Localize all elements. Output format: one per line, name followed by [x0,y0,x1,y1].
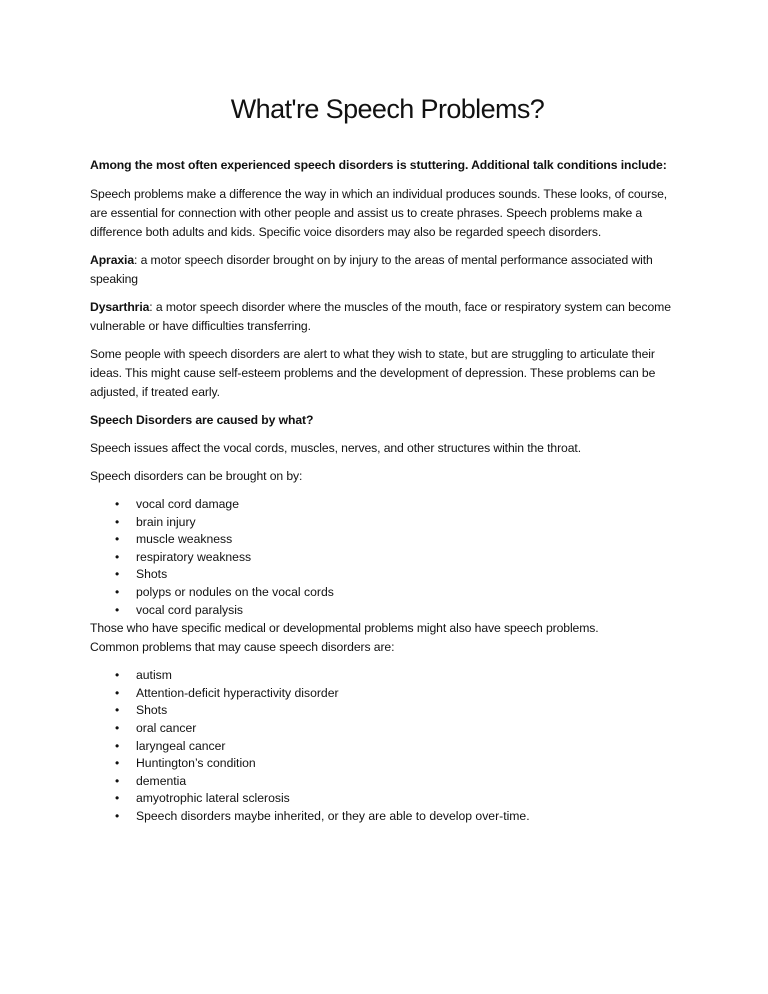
common-problems-list [90,667,685,825]
list-item: • respiratory weakness [90,549,685,567]
common-lead-paragraph: Common problems that may cause speech disorders are: [90,640,395,655]
apraxia-term: Apraxia [90,253,135,267]
list-item: • polyps or nodules on the vocal cords [90,584,685,602]
dysarthria-paragraph [90,298,685,336]
list-item: • vocal cord damage [90,496,685,514]
dysarthria-definition: : a motor speech disorder where the muscles of the mouth, face or respiratory system can become vulnerable or have difficulties transferring. [90,300,671,333]
causes-heading: Speech Disorders are caused by what? [90,413,314,427]
list-item: • brain injury [90,514,685,532]
causes-intro-paragraph: Speech issues affect the vocal cords, muscles, nerves, and other structures within the throat. [90,441,581,455]
intro-paragraph: Speech problems make a difference the way in which an individual produces sounds. These looks, of course, are essential for connection with other people and assist us to create phrases. Speech problems make a difference both adults and kids. Specific voice disorders may also be regarded speech disorders. [90,187,668,239]
list-item: • oral cancer [90,720,685,738]
apraxia-paragraph [90,251,685,289]
list-item: • Huntington’s condition [90,755,685,773]
page-title: What're Speech Problems? [230,94,545,124]
lead-paragraph: Among the most often experienced speech disorders is stuttering. Additional talk conditions include: [90,158,667,172]
list-item: • vocal cord paralysis [90,602,685,620]
list-item: • Attention-deficit hyperactivity disorder [90,685,685,703]
list-item: • dementia [90,773,685,791]
list-item: • laryngeal cancer [90,738,685,756]
medical-paragraph: Those who have specific medical or developmental problems might also have speech problems. [90,621,599,636]
document-page [90,92,685,826]
list-item: • Shots [90,566,685,584]
list-item: • amyotrophic lateral sclerosis [90,790,685,808]
struggle-paragraph: Some people with speech disorders are alert to what they wish to state, but are struggling to articulate their ideas. This might cause self-esteem problems and the development of depression. These problems can be adjusted, if treated early. [90,347,656,399]
dysarthria-term: Dysarthria [90,300,150,314]
causes-list [90,496,685,619]
causes-lead-paragraph: Speech disorders can be brought on by: [90,469,303,483]
list-item: • Speech disorders maybe inherited, or they are able to develop over-time. [90,808,685,826]
list-item: • Shots [90,702,685,720]
list-item: • autism [90,667,685,685]
apraxia-definition: : a motor speech disorder brought on by injury to the areas of mental performance associated with speaking [90,253,653,286]
list-item: • muscle weakness [90,531,685,549]
